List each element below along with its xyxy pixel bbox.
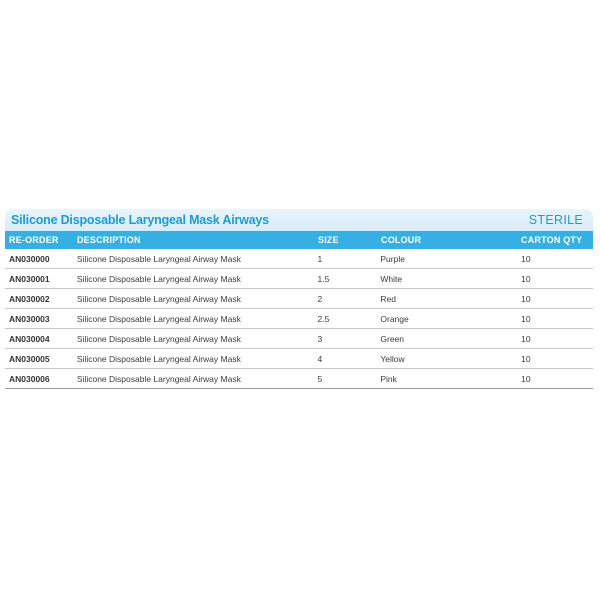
colour-cell: Red xyxy=(380,293,396,304)
table-title: Silicone Disposable Laryngeal Mask Airways xyxy=(11,213,269,227)
description-cell: Silicone Disposable Laryngeal Airway Mask xyxy=(76,353,241,364)
colour-cell: Green xyxy=(380,333,404,344)
colour-cell: Pink xyxy=(380,373,397,384)
description-cell: Silicone Disposable Laryngeal Airway Mask xyxy=(76,333,241,344)
reorder-code: AN030004 xyxy=(9,333,50,344)
colour-cell: Purple xyxy=(380,253,405,264)
table-row xyxy=(5,249,593,269)
table-row xyxy=(5,309,593,329)
reorder-code: AN030006 xyxy=(9,373,50,384)
description-cell: Silicone Disposable Laryngeal Airway Mask xyxy=(76,273,241,284)
table-header-row xyxy=(5,231,593,249)
column-header-size: SIZE xyxy=(318,235,339,245)
size-cell: 1 xyxy=(317,253,323,264)
size-cell: 3 xyxy=(317,333,323,344)
carton-qty-cell: 10 xyxy=(521,313,531,324)
reorder-code: AN030001 xyxy=(9,273,50,284)
product-table xyxy=(5,209,593,389)
reorder-code: AN030005 xyxy=(9,353,50,364)
table-row xyxy=(5,349,593,369)
carton-qty-cell: 10 xyxy=(521,353,531,364)
table-row xyxy=(5,269,593,289)
description-cell: Silicone Disposable Laryngeal Airway Mask xyxy=(76,373,241,384)
carton-qty-cell: 10 xyxy=(521,253,531,264)
size-cell: 1.5 xyxy=(317,273,330,284)
table-row xyxy=(5,329,593,349)
carton-qty-cell: 10 xyxy=(521,293,531,304)
reorder-code: AN030000 xyxy=(9,253,50,264)
colour-cell: Yellow xyxy=(380,353,405,364)
table-title-bar xyxy=(5,209,593,231)
column-header-carton-qty: CARTON QTY xyxy=(521,235,583,245)
table-row xyxy=(5,369,593,389)
reorder-code: AN030002 xyxy=(9,293,50,304)
column-header-description: DESCRIPTION xyxy=(77,235,141,245)
carton-qty-cell: 10 xyxy=(521,273,531,284)
size-cell: 5 xyxy=(317,373,323,384)
colour-cell: White xyxy=(380,273,403,284)
size-cell: 4 xyxy=(317,353,323,364)
column-header-colour: COLOUR xyxy=(381,235,422,245)
table-body xyxy=(5,249,593,389)
description-cell: Silicone Disposable Laryngeal Airway Mask xyxy=(76,313,241,324)
size-cell: 2 xyxy=(317,293,323,304)
carton-qty-cell: 10 xyxy=(521,333,531,344)
column-header-reorder: RE-ORDER xyxy=(9,235,59,245)
description-cell: Silicone Disposable Laryngeal Airway Mask xyxy=(76,253,241,264)
carton-qty-cell: 10 xyxy=(521,373,531,384)
table-row xyxy=(5,289,593,309)
reorder-code: AN030003 xyxy=(9,313,50,324)
size-cell: 2.5 xyxy=(317,313,330,324)
colour-cell: Orange xyxy=(380,313,409,324)
sterile-label: STERILE xyxy=(528,213,583,227)
description-cell: Silicone Disposable Laryngeal Airway Mask xyxy=(76,293,241,304)
